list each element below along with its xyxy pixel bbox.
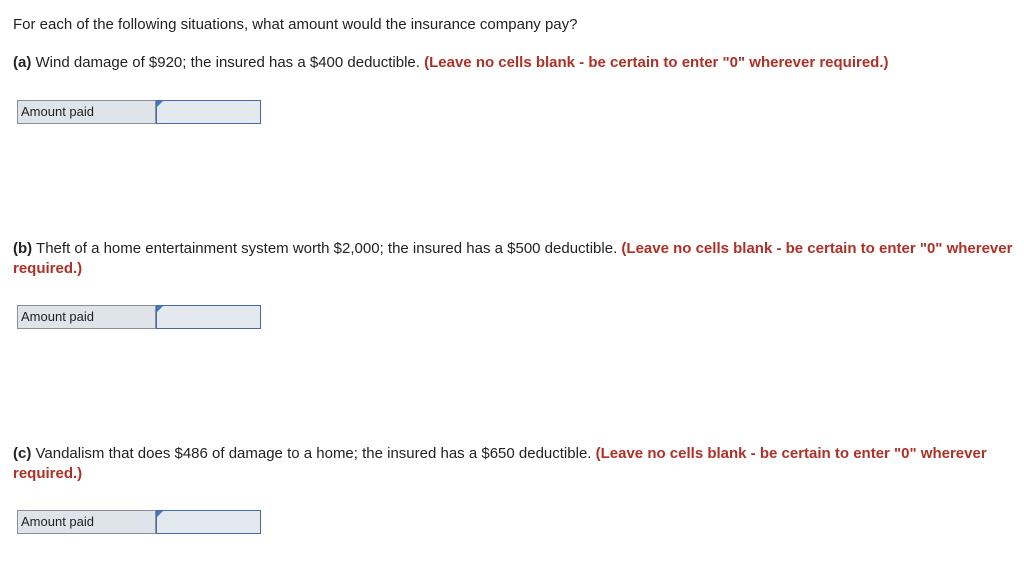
flag-marker-icon bbox=[157, 101, 163, 107]
question-text: Theft of a home entertainment system worth $2,000; the insured has a $500 deductible. bbox=[32, 240, 622, 257]
question-text: Vandalism that does $486 of damage to a home; the insured has a $650 deductible. bbox=[31, 445, 596, 462]
part-letter: (a) bbox=[13, 54, 32, 71]
instruction-text: (Leave no cells blank - be certain to enter "0" wherever required.) bbox=[13, 445, 987, 482]
amount-paid-input-c[interactable] bbox=[156, 510, 261, 534]
amount-paid-label: Amount paid bbox=[17, 510, 156, 534]
question-a bbox=[13, 53, 1013, 73]
flag-marker-icon bbox=[157, 511, 163, 517]
part-letter: (c) bbox=[13, 445, 32, 462]
amount-paid-label: Amount paid bbox=[17, 100, 156, 124]
answer-row-b bbox=[17, 305, 261, 329]
instruction-text: (Leave no cells blank - be certain to enter "0" wherever required.) bbox=[13, 240, 1013, 277]
amount-paid-label: Amount paid bbox=[17, 305, 156, 329]
instruction-text: (Leave no cells blank - be certain to enter "0" wherever required.) bbox=[424, 54, 889, 71]
amount-paid-input-a[interactable] bbox=[156, 100, 261, 124]
question-text: Wind damage of $920; the insured has a $400 deductible. bbox=[31, 54, 425, 71]
amount-paid-input-b[interactable] bbox=[156, 305, 261, 329]
question-b bbox=[13, 239, 1013, 279]
answer-row-a bbox=[17, 100, 261, 124]
part-letter: (b) bbox=[13, 240, 33, 257]
answer-row-c bbox=[17, 510, 261, 534]
flag-marker-icon bbox=[157, 306, 163, 312]
question-c bbox=[13, 444, 1013, 484]
question-intro: For each of the following situations, what amount would the insurance company pay? bbox=[13, 16, 578, 33]
